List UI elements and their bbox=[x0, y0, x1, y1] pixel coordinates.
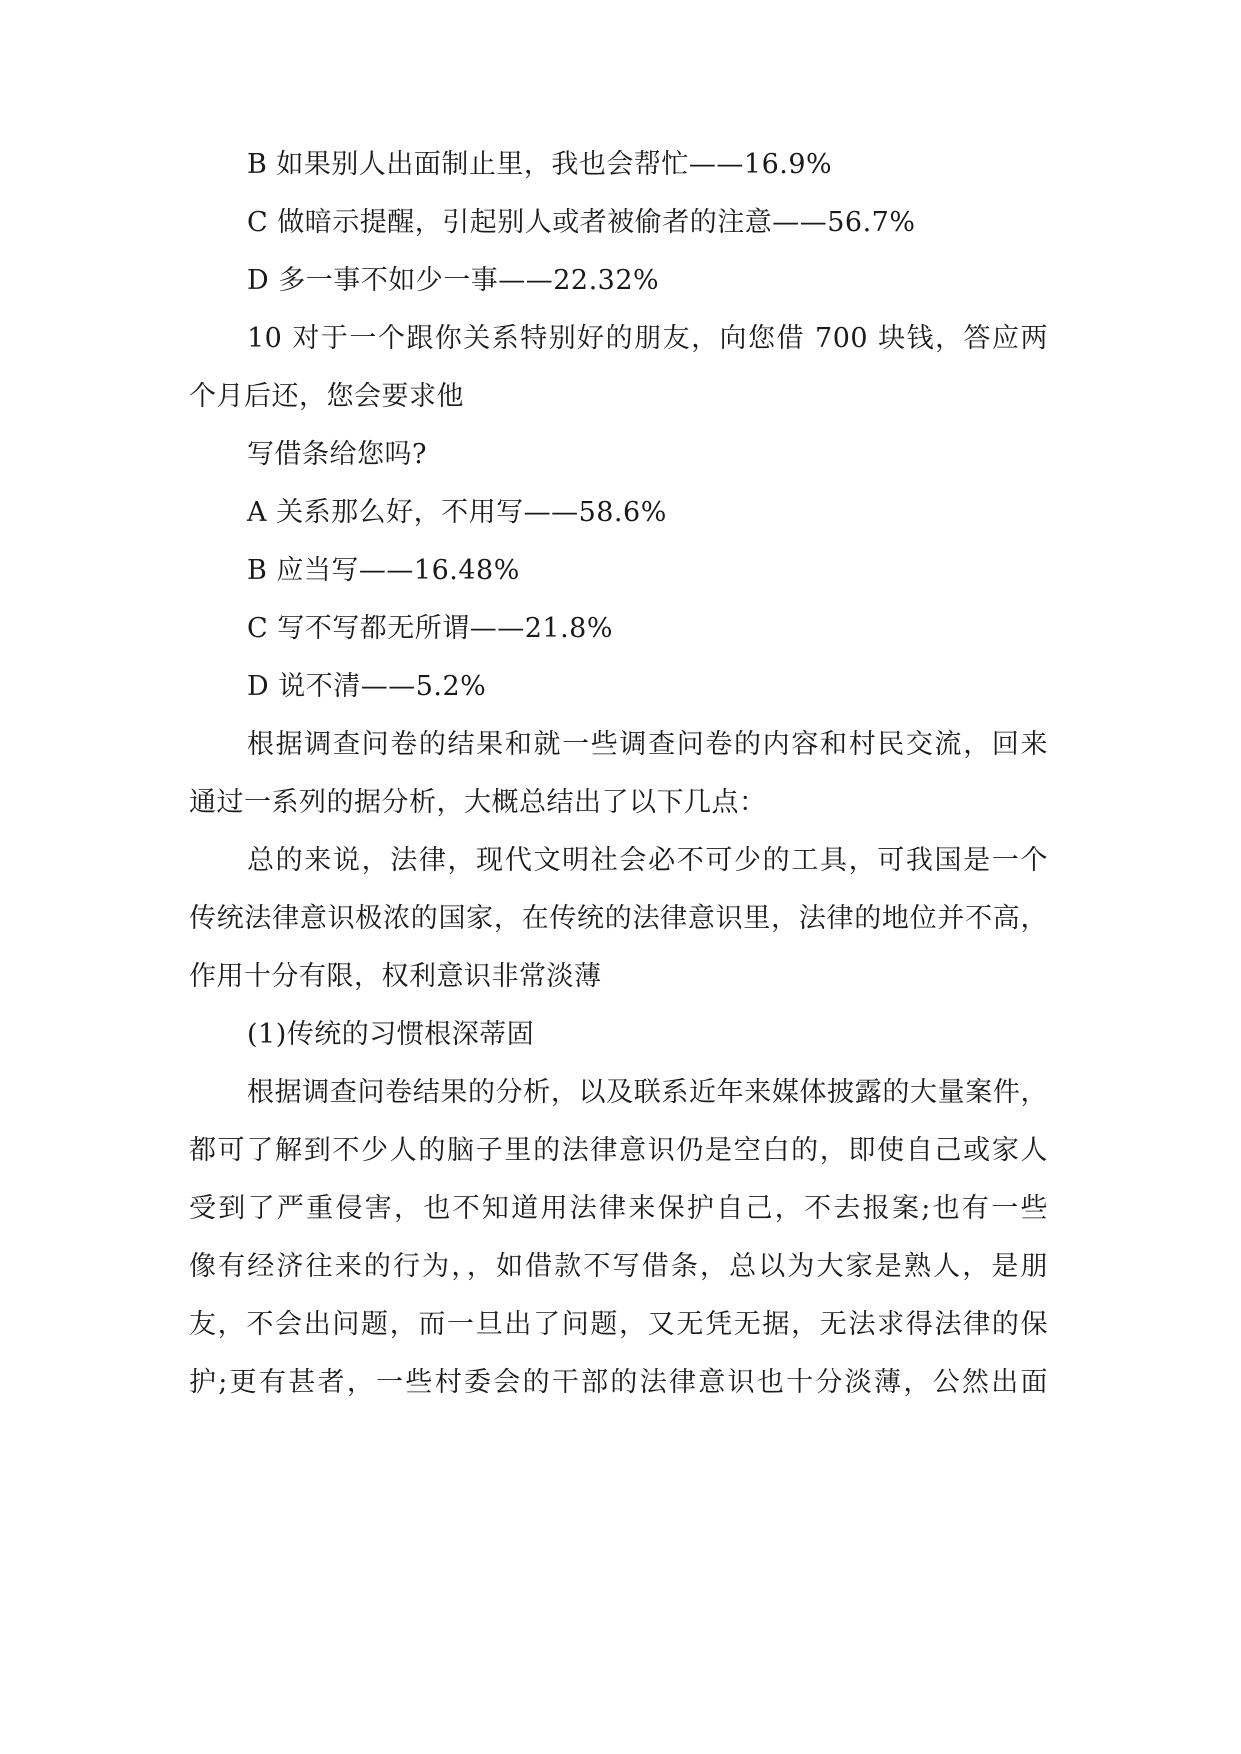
question-10-line-2: 个月后还，您会要求他 bbox=[189, 381, 464, 412]
option-b-q10: B 应当写——16.48% bbox=[247, 555, 520, 586]
section-heading: (1)传统的习惯根深蒂固 bbox=[247, 1019, 535, 1050]
option-a-q10: A 关系那么好，不用写——58.6% bbox=[247, 497, 667, 528]
paragraph-analysis-line-1: 根据调查问卷结果的分析，以及联系近年来媒体披露的大量案件， bbox=[247, 1077, 1048, 1108]
option-d-q9: D 多一事不如少一事——22.32% bbox=[247, 265, 660, 296]
paragraph-summary-line-2: 通过一系列的据分析，大概总结出了以下几点： bbox=[189, 787, 767, 818]
paragraph-analysis-line-6: 护;更有甚者，一些村委会的干部的法律意识也十分淡薄，公然出面 bbox=[189, 1367, 1048, 1398]
paragraph-overview-line-2: 传统法律意识极浓的国家，在传统的法律意识里，法律的地位并不高， bbox=[189, 903, 1048, 934]
question-10-line-1: 10 对于一个跟你关系特别好的朋友，向您借 700 块钱，答应两 bbox=[247, 323, 1048, 354]
option-c-q10: C 写不写都无所谓——21.8% bbox=[247, 613, 614, 644]
option-c-q9: C 做暗示提醒，引起别人或者被偷者的注意——56.7% bbox=[247, 207, 916, 238]
paragraph-summary-line-1: 根据调查问卷的结果和就一些调查问卷的内容和村民交流，回来 bbox=[247, 729, 1048, 760]
option-d-q10: D 说不清——5.2% bbox=[247, 671, 487, 702]
paragraph-analysis-line-2: 都可了解到不少人的脑子里的法律意识仍是空白的，即使自己或家人 bbox=[189, 1135, 1048, 1166]
paragraph-analysis-line-5: 友，不会出问题，而一旦出了问题，又无凭无据，无法求得法律的保 bbox=[189, 1309, 1048, 1340]
paragraph-overview-line-1: 总的来说，法律，现代文明社会必不可少的工具，可我国是一个 bbox=[247, 845, 1048, 876]
paragraph-analysis-line-4: 像有经济往来的行为，，如借款不写借条，总以为大家是熟人，是朋 bbox=[189, 1251, 1048, 1282]
option-b-q9: B 如果别人出面制止里，我也会帮忙——16.9% bbox=[247, 149, 833, 180]
question-10-line-3: 写借条给您吗? bbox=[247, 439, 427, 470]
paragraph-overview-line-3: 作用十分有限，权利意识非常淡薄 bbox=[189, 961, 602, 992]
paragraph-analysis-line-3: 受到了严重侵害，也不知道用法律来保护自己，不去报案;也有一些 bbox=[189, 1193, 1048, 1224]
